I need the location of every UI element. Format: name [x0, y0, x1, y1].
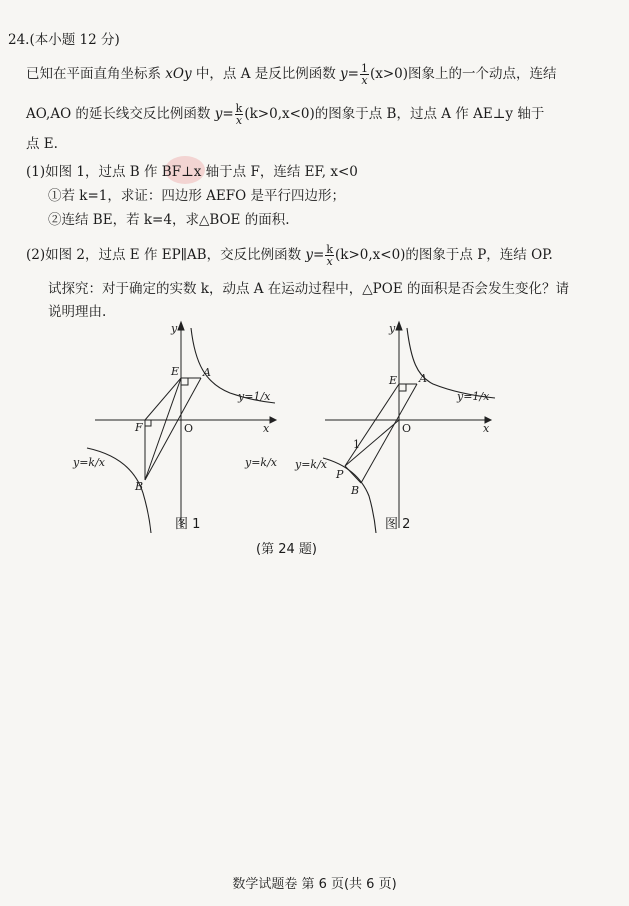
part1-sub1: ①若 k=1，求证：四边形 AEFO 是平行四边形； [48, 188, 345, 204]
part1-sub2: ②连结 BE，若 k=4，求△BOE 的面积. [48, 212, 290, 228]
segment-PB [345, 466, 361, 483]
intro-func: y= [340, 66, 359, 82]
fraction-den: x [361, 74, 368, 87]
intro-text: (x>0)图象上的一个动点，连结 [369, 66, 557, 82]
curve-label-1: y=1/x [238, 390, 271, 403]
label-O: O [184, 422, 194, 435]
curve-label-1: y=1/x [457, 390, 490, 403]
label-E: E [389, 374, 398, 387]
intro-line-2 [26, 103, 611, 126]
right-angle-F [145, 420, 151, 426]
label-A: A [203, 366, 211, 379]
segment-FE [145, 378, 181, 420]
label-A: A [419, 372, 427, 385]
curve-k-over-x [323, 458, 376, 533]
figure-2 [294, 322, 495, 533]
curve-1-over-x [407, 328, 495, 398]
x-axis-arrow-icon [270, 417, 276, 423]
label-F: F [135, 421, 143, 434]
y-axis-arrow-icon [396, 322, 402, 330]
intro-line-1 [26, 63, 611, 86]
fraction-den: x [326, 255, 333, 268]
figure-2-label: 图 2 [385, 517, 411, 532]
intro-text: (k>0,x<0)的图象于点 B，过点 A 作 AE⊥y 轴于 [244, 106, 545, 122]
intro-line-3: 点 E. [26, 136, 58, 152]
part1-line: (1)如图 1，过点 B 作 BF⊥x 轴于点 F，连结 EF, x<0 [26, 164, 358, 180]
fraction [325, 244, 334, 267]
segment-EP [345, 384, 399, 466]
part2-line [26, 244, 611, 267]
curve-label-k-right: y=k/x [245, 456, 278, 469]
figure-caption: (第 24 题) [256, 542, 317, 557]
fraction-num: 1 [360, 62, 368, 75]
part2-text: (k>0,x<0)的图象于点 P，连结 OP. [335, 247, 553, 263]
label-x: x [263, 422, 270, 435]
label-y: y [389, 322, 396, 335]
fraction-num: k [235, 102, 243, 115]
page-footer: 数学试题卷 第 6 页(共 6 页) [232, 877, 397, 892]
y-axis-arrow-icon [178, 322, 184, 330]
label-O: O [402, 422, 412, 435]
label-B: B [135, 480, 144, 493]
explore-line-2: 说明理由. [48, 304, 107, 320]
fraction-den: x [235, 114, 243, 127]
intro-text: AO,AO 的延长线交反比例函数 [26, 106, 215, 122]
fraction-num: k [326, 243, 333, 256]
figure-1-label: 图 1 [175, 517, 201, 532]
figure-1 [72, 322, 278, 533]
marker-1: 1 [353, 438, 360, 451]
figures-svg [55, 318, 565, 548]
curve-label-k-left: y=k/x [73, 456, 106, 469]
part2-text: (2)如图 2，过点 E 作 EP∥AB，交反比例函数 [26, 247, 306, 263]
right-angle-E [181, 378, 188, 385]
intro-func: y= [214, 106, 234, 122]
label-B: B [351, 484, 360, 497]
explore-line-1: 试探究：对于确定的实数 k，动点 A 在运动过程中，△POE 的面积是否会发生变化？请 [48, 281, 569, 297]
label-E: E [171, 365, 180, 378]
part2-func: y= [305, 247, 325, 263]
segment-EB [145, 378, 181, 480]
right-angle-E [399, 384, 406, 391]
intro-text: 中，点 A 是反比例函数 [191, 66, 341, 82]
label-x: x [483, 422, 490, 435]
label-y: y [171, 322, 178, 335]
fraction [235, 103, 244, 126]
intro-text: 已知在平面直角坐标系 [26, 66, 166, 82]
fraction [360, 63, 369, 86]
label-P: P [336, 468, 344, 481]
question-number: 24.(本小题 12 分) [8, 32, 120, 48]
curve-label-k: y=k/x [295, 458, 328, 471]
intro-var: xOy [165, 66, 192, 82]
